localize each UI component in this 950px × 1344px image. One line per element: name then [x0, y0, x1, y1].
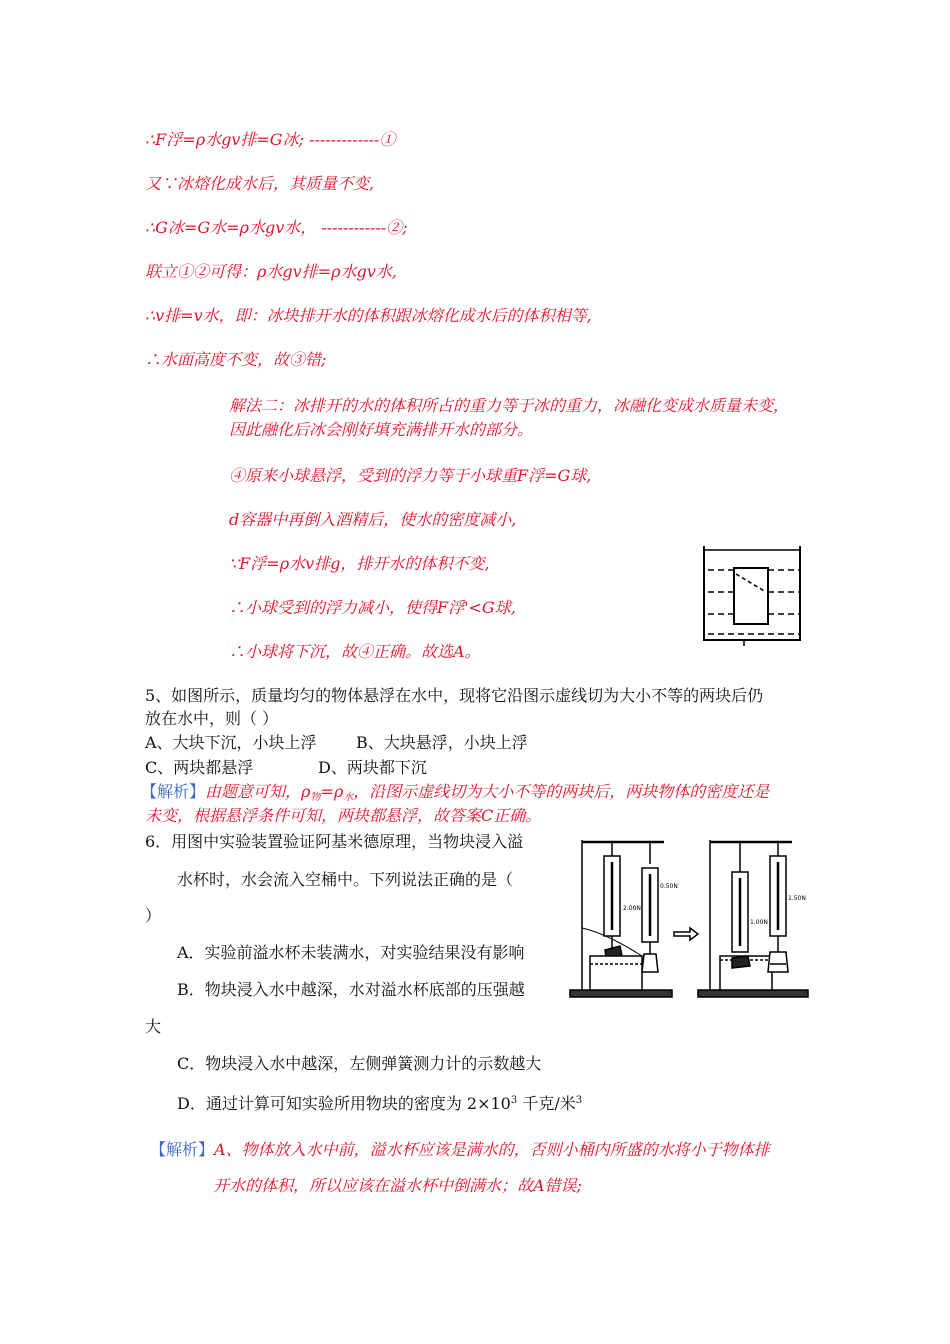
q6-stem-line-1: 6．用图中实验装置验证阿基米德原理，当物块浸入溢	[145, 832, 524, 851]
q6-option-b: B．物块浸入水中越深，水对溢水杯底部的压强越	[177, 980, 525, 999]
item4-line-2: d容器中再倒入酒精后，使水的密度减小,	[229, 510, 517, 529]
q6-analysis-line-2: 开水的体积，所以应该在溢水杯中倒满水；故A错误;	[213, 1176, 582, 1195]
q6-option-d	[177, 1091, 582, 1114]
q6-option-b-continued: 大	[145, 1017, 162, 1036]
scale-label-2: 0.50N	[660, 883, 678, 890]
solution-line-3: ∴G冰=G水=ρ水gv水， ------------②;	[145, 218, 408, 237]
item4-line-1: ④原来小球悬浮，受到的浮力等于小球重F浮=G球,	[229, 466, 592, 485]
archimedes-apparatus-figure	[560, 832, 812, 1002]
q5-analysis-text-a: 由题意可知，ρ	[205, 782, 311, 801]
q5-analysis-line-1	[141, 782, 769, 808]
q6-stem-line-2: 水杯时，水会流入空桶中。下列说法正确的是（	[177, 870, 514, 889]
q6-analysis-text-1: A、物体放入水中前，溢水杯应该是满水的，否则小桶内所盛的水将小于物体排	[214, 1140, 770, 1159]
scale-label-4: 1.50N	[788, 895, 806, 902]
q6-analysis-tag: 【解析】	[150, 1140, 215, 1159]
scale-label-3: 1.00N	[750, 919, 768, 926]
q6-stem-line-3: ）	[145, 906, 162, 925]
q6-option-d-unit: 千克/米	[517, 1094, 576, 1113]
solution-line-6: ∴水面高度不变，故③错;	[145, 350, 327, 369]
q6-option-d-exponent-1: 3	[510, 1095, 518, 1106]
method2-line-2: 因此融化后冰会刚好填充满排开水的部分。	[229, 420, 534, 439]
q5-stem-line-2: 放在水中，则（ ）	[145, 709, 279, 728]
item4-line-5: ∴小球将下沉，故④正确。故选A。	[229, 642, 481, 661]
q5-analysis-sub-2: 水	[343, 792, 354, 803]
q5-option-b: B、大块悬浮，小块上浮	[356, 733, 528, 752]
q6-option-d-text: D．通过计算可知实验所用物块的密度为 2×10	[177, 1094, 511, 1113]
item4-line-4: ∴小球受到的浮力减小，使得F浮'<G球,	[229, 598, 516, 617]
q6-analysis-line-1	[150, 1140, 770, 1160]
q5-stem-line-1: 5、如图所示，质量均匀的物体悬浮在水中，现将它沿图示虚线切为大小不等的两块后仍	[145, 686, 764, 705]
q5-analysis-text-b: ，沿图示虚线切为大小不等的两块后，两块物体的密度还是	[353, 782, 770, 801]
q5-analysis-tag: 【解析】	[141, 782, 206, 801]
container-block-figure	[700, 540, 806, 650]
q5-option-c: C、两块都悬浮	[145, 758, 254, 777]
solution-line-4: 联立①②可得：ρ水gv排=ρ水gv水,	[145, 262, 397, 281]
q5-analysis-sub-1: 物	[310, 792, 321, 803]
solution-line-1: ∴F浮=ρ水gv排=G冰; -------------①	[145, 130, 396, 149]
item4-line-3: ∵F浮=ρ水v排g，排开水的体积不变,	[229, 554, 490, 573]
q6-option-d-exponent-2: 3	[575, 1095, 583, 1106]
solution-line-5: ∴v排=v水，即：冰块排开水的体积跟冰熔化成水后的体积相等,	[145, 306, 592, 325]
q6-option-a: A．实验前溢水杯未装满水，对实验结果没有影响	[177, 943, 525, 962]
q5-option-d: D、两块都下沉	[318, 758, 427, 777]
solution-line-2: 又∵冰熔化成水后，其质量不变,	[145, 174, 375, 193]
q5-option-a: A、大块下沉，小块上浮	[145, 733, 317, 752]
q5-analysis-line-2: 未变，根据悬浮条件可知，两块都悬浮，故答案C正确。	[145, 806, 542, 825]
q5-analysis-eq: =ρ	[320, 782, 344, 801]
scale-label-1: 2.00N	[623, 905, 641, 912]
q6-option-c: C．物块浸入水中越深，左侧弹簧测力计的示数越大	[177, 1054, 542, 1073]
method2-line-1: 解法二：冰排开的水的体积所占的重力等于冰的重力，冰融化变成水质量未变，	[229, 396, 790, 415]
